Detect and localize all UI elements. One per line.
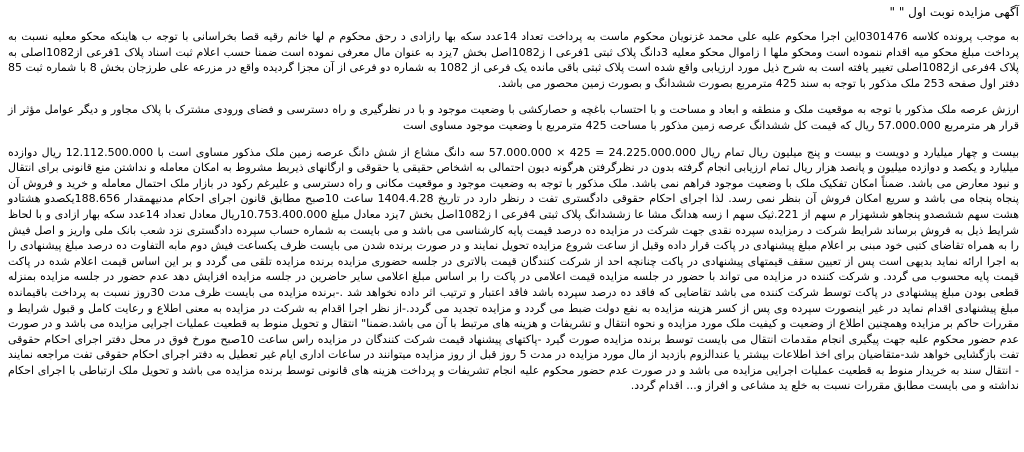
paragraph-auction-terms: بیست و چهار میلیارد و دویست و بیست و پنج میلیون ریال تمام ریال 24.225.000.000 = 425 × 57.000.000 سه دانگ مشاع از شش دانگ عرصه زمین ملک مذکور مساوی است با 12.112.500.000 ریال دوازده میلیارد و یکصد و دوازده میلیون و پانصد هزار ریال تمام ارزیابی انجام گرفته بدون در نظرگرفتن هرگونه دیون احتمالی به اشخاص حقیقی یا حقوقی و ارگانهای ذیربط مشروط به امکان معامله و نداشتن منع قانونی برای انتقال و نبود معارض می باشد. ضمناً امکان تفکیک ملک با وضعیت موجود فراهم نمی باشد. ملک مذکور با توجه به وضعیت موجود و موقعیت مکانی و راه دسترسی و علیرغم رکود در بازار ملک احتمال معامله و خرید و فروش آن پنجاه پنجاه می باشد و سریع امکان فروش آن بنظر نمی رسد. لذا اجرای احکام حقوقی دادگستری تفت د رنظر دارد در تاریخ 1404.4.28 ساعت 10صبح مطابق قانون اجرای احکام مدنیهمقدار 188.656یکصدو هشتادو هشت سهم ششصدو پنجاهو ششهزار م سهم از 221.ثیک سهم ا زسه هدانگ مشا عا زششدانگ پلاک ثبتی 4فرعی ا ز1082اصل بخش 7یزد معادل مبلغ 10.753.400.000ریال معادل تعداد 14عدد سکه بهار ازادی و با لحاظ شرایط ذیل به فروش برساند شرایط شرکت د رمزایده سپرده نقدی جهت شرکت در مزایده ده درصد قیمت پایه کارشناسی می باشد و می بایست به شماره حساب سپرده دادگستری نزد شعب بانک ملی واریز و اصل فیش را به همراه تقاضای کتبی خود مبنی بر اعلام مبلغ پیشنهادی در پاکت قرار داده وقبل از ساعت شروع مزایده تحویل نمایند و در صورت برنده شدن می بایست ظرف یکساعت فیش دوم مابه التفاوت ده درصد مبلغ پیشنهادی را به اجرا ارائه نماید بدیهی است پس از تعیین سقف قیمتهای پیشنهادی در پاکت چنانچه احد از شرکت کنندگان قیمت بالاتری در جلسه حضوری مزایده برنده مزایده تلقی می گردد و بر این اساس قیمت اعلام شده در پاکت قیمت پایه محسوب می گردد. و شرکت کننده در مزایده می تواند با حضور در جلسه مزایده قیمت اعلامی در پاکت را بر اساس مبلغ اعلامی سایر حاضرین در جلسه مزایده افزایش دهد عدم حضور در جلسه مزایده بمنزله قطعی بودن مبلغ پیشنهادی در پاکت توسط شرکت کننده می باشد تقاضایی که فاقد ده درصد سپرده باشد فاقد اعتبار و ترتیب اثر داده نخواهد شد .-برنده مزایده می بایست ظرف مدت 30روز نسبت به پرداخت باقیمانده مبلغ پیشنهادی اقدام نماید در غیر اینصورت سپرده وی پس از کسر هزینه مزایده به نفع دولت ضبط می گردد و مزایده تجدید می گردد.-از نظر اجرا اقدام به شرکت در مزایده به معنی اطلاع و رعایت کامل و قبول شرایط و مقررات حاکم بر مزایده وهمچنین اطلاع از وضعیت و کیفیت ملک مورد مزایده و نحوه انتقال و تشریفات و هزینه های مرتبط با آن می باشد.ضمنا" انتقال و تحویل منوط به قطعیت عملیات اجرایی مزایده می باشد و در صورت عدم حضور محکوم علیه جهت پیگیری انجام مقدمات انتقال می بایست توسط برنده مزایده صورت گیرد -پاکتهای پیشنهاد قیمت شرکت کنندگان در مزایده راس ساعت 10صبح مورخ فوق در محل دفتر اجرای احکام حقوقی تفت بازگشایی خواهد شد-متقاضیان برای اخذ اطلاعات بیشتر یا عندالزوم بازدید از مال مورد مزایده در مدت 5 روز قبل از روز مزایده میتوانند در ساعات اداری ایام غیر تعطیل به دفتر اجرای احکام حقوقی تفت مراجعه نمایند - انتقال سند به خریدار منوط به قطعیت عملیات اجرایی مزایده می باشد و در صورت عدم حضور محکوم علیه انجام تشریفات و پرداخت هزینه های قانونی توسط برنده مزایده می باشد و تحویل ملک ارتباطی با اجرای احکام نداشته و می بایست مطابق مقررات نسبت به خلع ید مشاعی و افراز و... اقدام گردد. xyxy=(8,145,1020,393)
paragraph-valuation: ارزش عرصه ملک مذکور با توجه به موقعیت ملک و منطقه و ابعاد و مساحت و با احتساب باغچه و حصارکشی با وضعیت موجود و با در نظرگیری و راه دسترسی و فضای ورودی مشترک با پلاک مجاور و دیگر عوامل مؤثر از قرار هر مترمربع 57.000.000 ریال که قیمت کل ششدانگ عرصه زمین مذکور با مساحت 425 مترمربع با وضعیت موجود مساوی است xyxy=(8,103,1019,132)
notice-title: آگهی مزایده نوبت اول " " xyxy=(889,5,1019,19)
paragraph-case-summary: به موجب پرونده کلاسه 0301476این اجرا محکوم علیه علی محمد غزنویان محکوم ماست به پرداخت تعداد 14عدد سکه بها رازادی د رحق محکوم م لها خانم رقیه قصا بخراسانی با توجه ب هاینکه محکو معلیه نسبت به پرداخت مبلغ محکو میه اقدام ننموده است ومحکو ملها ا زاموال محکو معلیه 3دانگ پلاک ثبتی 1فرعی ا ز1082اصل بخش 7یزد به عنوان مال معرفی نموده است ضمنا حسب اعلام ثبت اسناد پلاک 1فرعی از1082اصلی به پلاک 4فرعی از1082اصلی تغییر یافته است به شرح ذیل مورد ارزیابی واقع شده است پلاک ثبتی باقی مانده یک فرعی از 1082 به شماره دو فرعی از آن مجزا گردیده واقع در مزرعه علی طرزجان بخش 8 با شماره ثبت 85 دفتر اول صفحه 253 ملک مذکور با توجه به سند 425 مترمربع بصورت ششدانگ و بصورت زمین محصور می باشد. xyxy=(8,30,1019,90)
